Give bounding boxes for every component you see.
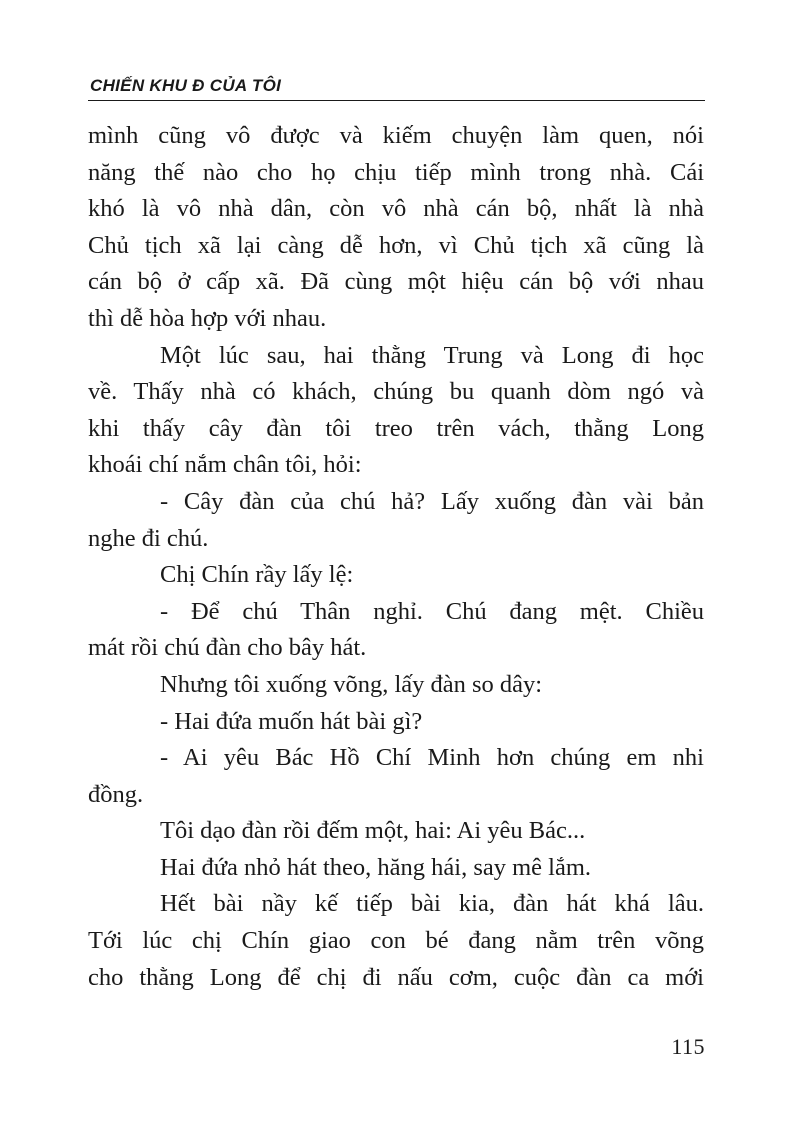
text-line: Hai đứa nhỏ hát theo, hăng hái, say mê lắm.	[160, 853, 592, 881]
text-line: Nhưng tôi xuống võng, lấy đàn so dây:	[160, 670, 543, 698]
text-line: nghe đi chú.	[88, 524, 209, 552]
text-line: Chị Chín rầy lấy lệ:	[160, 561, 354, 589]
text-line: khoái chí nắm chân tôi, hỏi:	[88, 451, 362, 479]
text-line: Tới lúc chị Chín giao con bé đang nằm trên võng	[88, 927, 704, 955]
text-line: cán bộ ở cấp xã. Đã cùng một hiệu cán bộ với nhau	[88, 268, 704, 296]
text-line: - Hai đứa muốn hát bài gì?	[160, 707, 423, 735]
text-line: Chủ tịch xã lại càng dễ hơn, vì Chủ tịch xã cũng là	[88, 231, 704, 259]
text-line: đồng.	[88, 780, 144, 808]
text-line: cho thằng Long để chị đi nấu cơm, cuộc đàn ca mới	[88, 963, 704, 991]
book-title: CHIẾN KHU Đ CỦA TÔI	[90, 76, 282, 95]
text-line: năng thế nào cho họ chịu tiếp mình trong nhà. Cái	[88, 158, 704, 186]
text-line: - Để chú Thân nghỉ. Chú đang mệt. Chiều	[160, 597, 704, 625]
text-line: mình cũng vô được và kiếm chuyện làm quen, nói	[88, 122, 704, 149]
text-line: Tôi dạo đàn rồi đếm một, hai: Ai yêu Bác...	[160, 817, 586, 845]
page-number: 115	[671, 1034, 705, 1059]
text-line: - Ai yêu Bác Hồ Chí Minh hơn chúng em nhi	[160, 744, 704, 772]
body-text	[88, 118, 704, 996]
text-line: mát rồi chú đàn cho bây hát.	[88, 634, 367, 662]
text-line: khi thấy cây đàn tôi treo trên vách, thằng Long	[88, 414, 704, 442]
text-line: Hết bài nầy kế tiếp bài kia, đàn hát khá lâu.	[160, 890, 704, 918]
text-line: Một lúc sau, hai thằng Trung và Long đi học	[160, 341, 704, 369]
text-line: - Cây đàn của chú hả? Lấy xuống đàn vài bản	[160, 487, 704, 515]
text-line: khó là vô nhà dân, còn vô nhà cán bộ, nhất là nhà	[88, 195, 704, 223]
text-line: thì dễ hòa hợp với nhau.	[88, 304, 327, 332]
text-line: về. Thấy nhà có khách, chúng bu quanh dòm ngó và	[88, 378, 704, 406]
running-header	[88, 70, 705, 101]
